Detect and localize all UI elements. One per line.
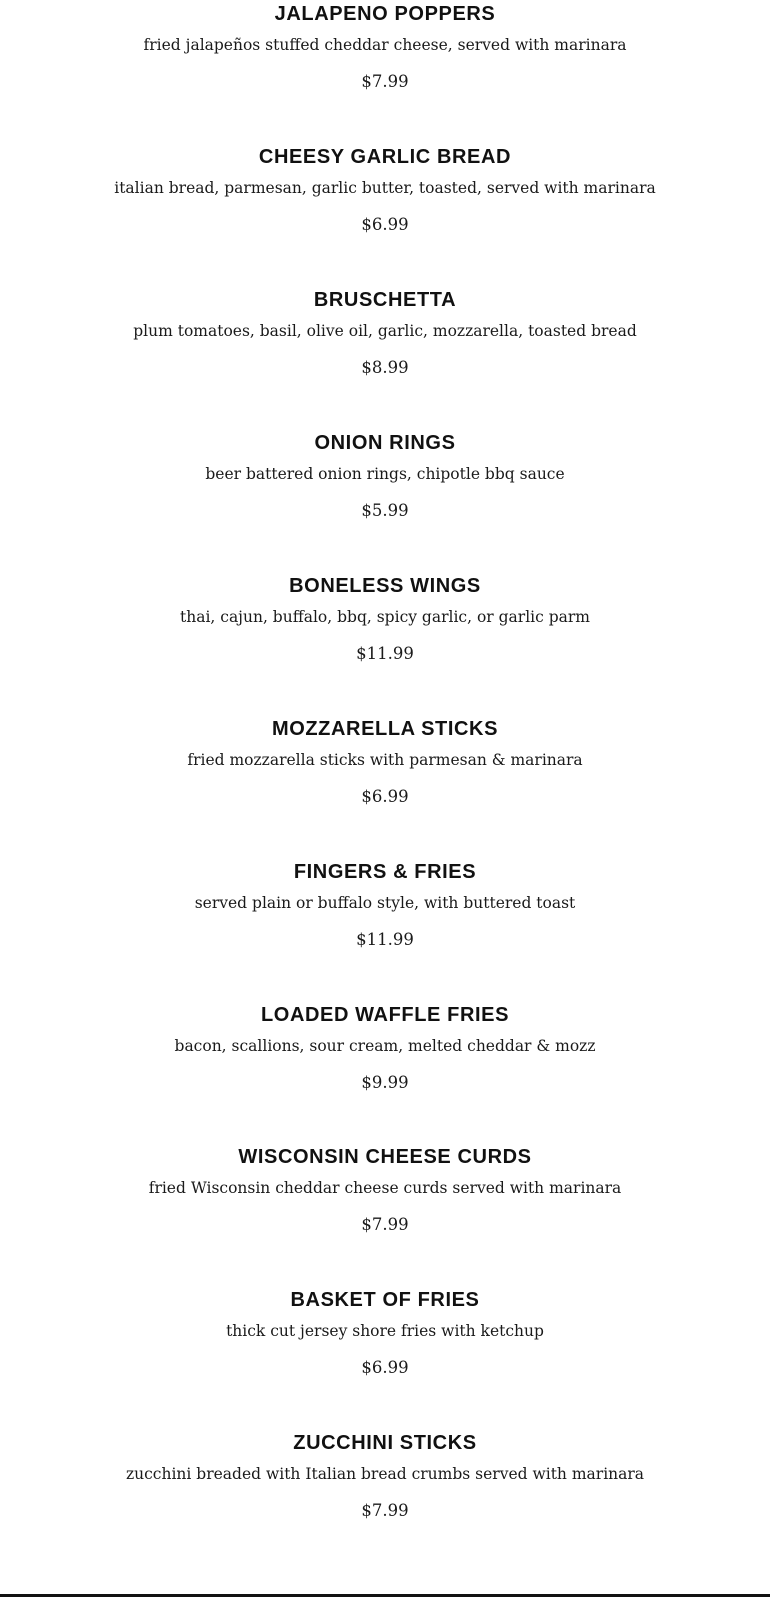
menu-item-price: $11.99 bbox=[356, 930, 414, 949]
menu-item-description: thick cut jersey shore fries with ketchup bbox=[226, 1322, 544, 1340]
menu-item-description: zucchini breaded with Italian bread crumbs served with marinara bbox=[125, 1465, 645, 1483]
menu-item-name: MOZZARELLA STICKS bbox=[271, 718, 499, 740]
menu-item-name: ONION RINGS bbox=[314, 432, 456, 454]
menu-item-basket-of-fries bbox=[0, 1286, 770, 1396]
menu-item-wisconsin-cheese-curds bbox=[0, 1143, 770, 1253]
menu-item-description: beer battered onion rings, chipotle bbq sauce bbox=[205, 465, 565, 483]
menu-item-price: $7.99 bbox=[361, 1215, 409, 1234]
menu-item-description: thai, cajun, buffalo, bbq, spicy garlic, or garlic parm bbox=[180, 608, 590, 626]
menu-item-boneless-wings bbox=[0, 572, 770, 682]
menu-item-price: $5.99 bbox=[361, 501, 409, 520]
menu-item-mozzarella-sticks bbox=[0, 715, 770, 825]
menu-item-name: WISCONSIN CHEESE CURDS bbox=[238, 1146, 532, 1168]
menu-item-price: $7.99 bbox=[361, 72, 409, 91]
menu-item-price: $8.99 bbox=[361, 358, 409, 377]
menu-item-name: ZUCCHINI STICKS bbox=[293, 1432, 477, 1454]
menu-item-onion-rings bbox=[0, 429, 770, 539]
menu-item-name: JALAPENO POPPERS bbox=[274, 3, 496, 25]
menu-item-name: CHEESY GARLIC BREAD bbox=[258, 146, 512, 168]
menu-item-loaded-waffle-fries bbox=[0, 1001, 770, 1111]
menu-item-description: fried Wisconsin cheddar cheese curds served with marinara bbox=[148, 1179, 622, 1197]
menu-item-description: bacon, scallions, sour cream, melted cheddar & mozz bbox=[174, 1037, 596, 1055]
menu-item-description: fried mozzarella sticks with parmesan & marinara bbox=[187, 751, 583, 769]
menu-item-name: FINGERS & FRIES bbox=[293, 861, 477, 883]
menu-item-price: $9.99 bbox=[361, 1073, 409, 1092]
menu-item-jalapeno-poppers bbox=[0, 0, 770, 110]
menu-item-name: BONELESS WINGS bbox=[289, 575, 481, 597]
menu-item-price: $7.99 bbox=[361, 1501, 409, 1520]
menu-item-price: $11.99 bbox=[356, 644, 414, 663]
menu-item-description: italian bread, parmesan, garlic butter, toasted, served with marinara bbox=[114, 179, 656, 197]
menu-item-description: plum tomatoes, basil, olive oil, garlic, mozzarella, toasted bread bbox=[133, 322, 637, 340]
menu-item-name: BRUSCHETTA bbox=[313, 289, 457, 311]
menu-item-fingers-and-fries bbox=[0, 858, 770, 968]
menu-item-bruschetta bbox=[0, 286, 770, 396]
menu-item-name: BASKET OF FRIES bbox=[290, 1289, 480, 1311]
menu-item-description: served plain or buffalo style, with buttered toast bbox=[194, 894, 576, 912]
menu-item-cheesy-garlic-bread bbox=[0, 143, 770, 253]
menu-item-name: LOADED WAFFLE FRIES bbox=[260, 1004, 510, 1026]
menu-item-zucchini-sticks bbox=[0, 1429, 770, 1539]
menu-item-price: $6.99 bbox=[361, 1358, 409, 1377]
menu-item-price: $6.99 bbox=[361, 215, 409, 234]
menu-item-price: $6.99 bbox=[361, 787, 409, 806]
menu-item-description: fried jalapeños stuffed cheddar cheese, served with marinara bbox=[143, 36, 627, 54]
